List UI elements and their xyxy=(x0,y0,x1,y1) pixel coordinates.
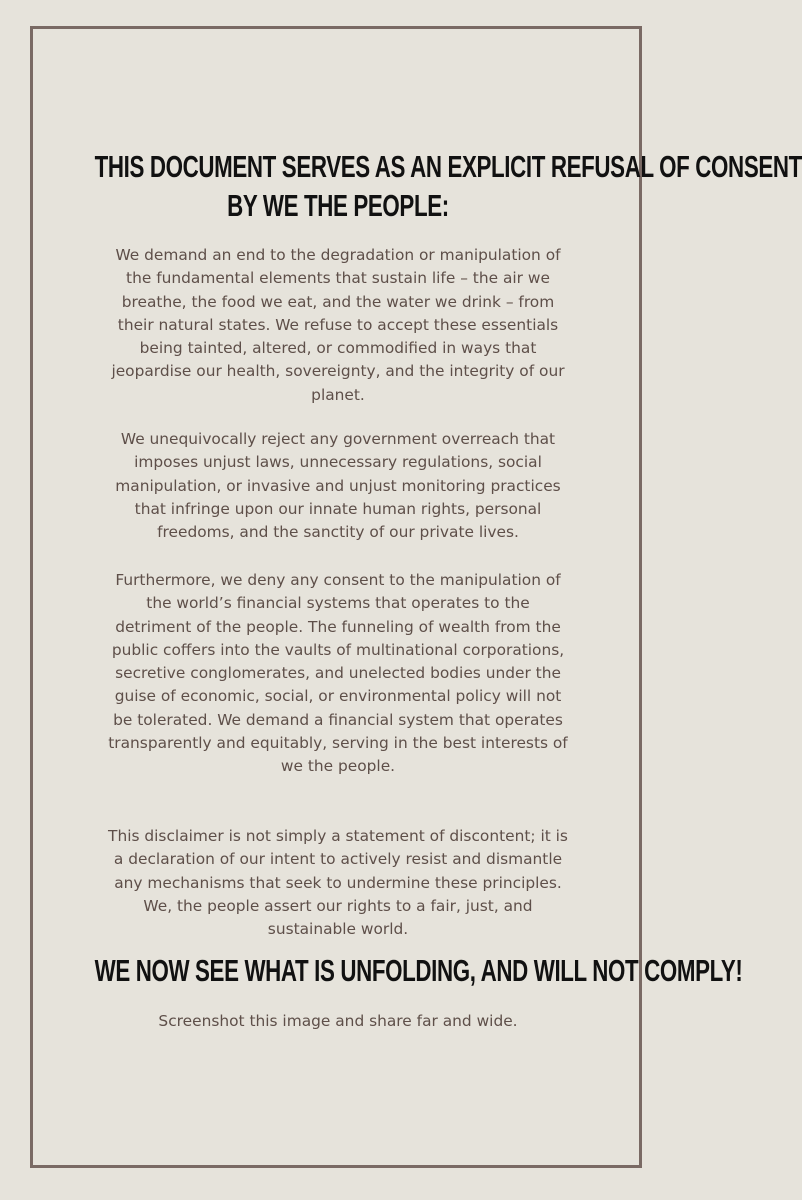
paragraph-financial-systems: Furthermore, we deny any consent to the manipulation of the world’s financial systems that operates to the detriment of the people. The funneling of wealth from the public coffers into the vaults of multinational corporations, secretive conglomerates, and unelected bodies under the guise of economic, social, or environmental policy will not be tolerated. We demand a financial system that operates transparently and equitably, serving in the best interests of we the people. xyxy=(108,571,568,776)
main-heading xyxy=(94,147,802,225)
footer-note: Screenshot this image and share far and wide. xyxy=(158,1012,518,1030)
main-heading-line-2: BY WE THE PEOPLE: xyxy=(227,188,449,223)
paragraph-environment: We demand an end to the degradation or manipulation of the fundamental elements that sustain life – the air we breathe, the food we eat, and the water we drink – from their natural states. We refuse to accept these essentials being tainted, altered, or commodified in ways that jeopardise our health, sovereignty, and the integrity of our planet. xyxy=(111,246,565,404)
paragraph-government-overreach: We unequivocally reject any government overreach that imposes unjust laws, unnecessary regulations, social manipulation, or invasive and unjust monitoring practices that infringe upon our innate human rights, personal freedoms, and the sanctity of our private lives. xyxy=(115,430,561,542)
paragraph-declaration: This disclaimer is not simply a statement of discontent; it is a declaration of our intent to actively resist and dismantle any mechanisms that seek to undermine these principles. We, the people assert our rights to a fair, just, and sustainable world. xyxy=(108,827,568,939)
closing-heading: WE NOW SEE WHAT IS UNFOLDING, AND WILL NOT COMPLY! xyxy=(94,953,743,988)
main-heading-line-1: THIS DOCUMENT SERVES AS AN EXPLICIT REFUSAL OF CONSENT xyxy=(94,149,802,184)
